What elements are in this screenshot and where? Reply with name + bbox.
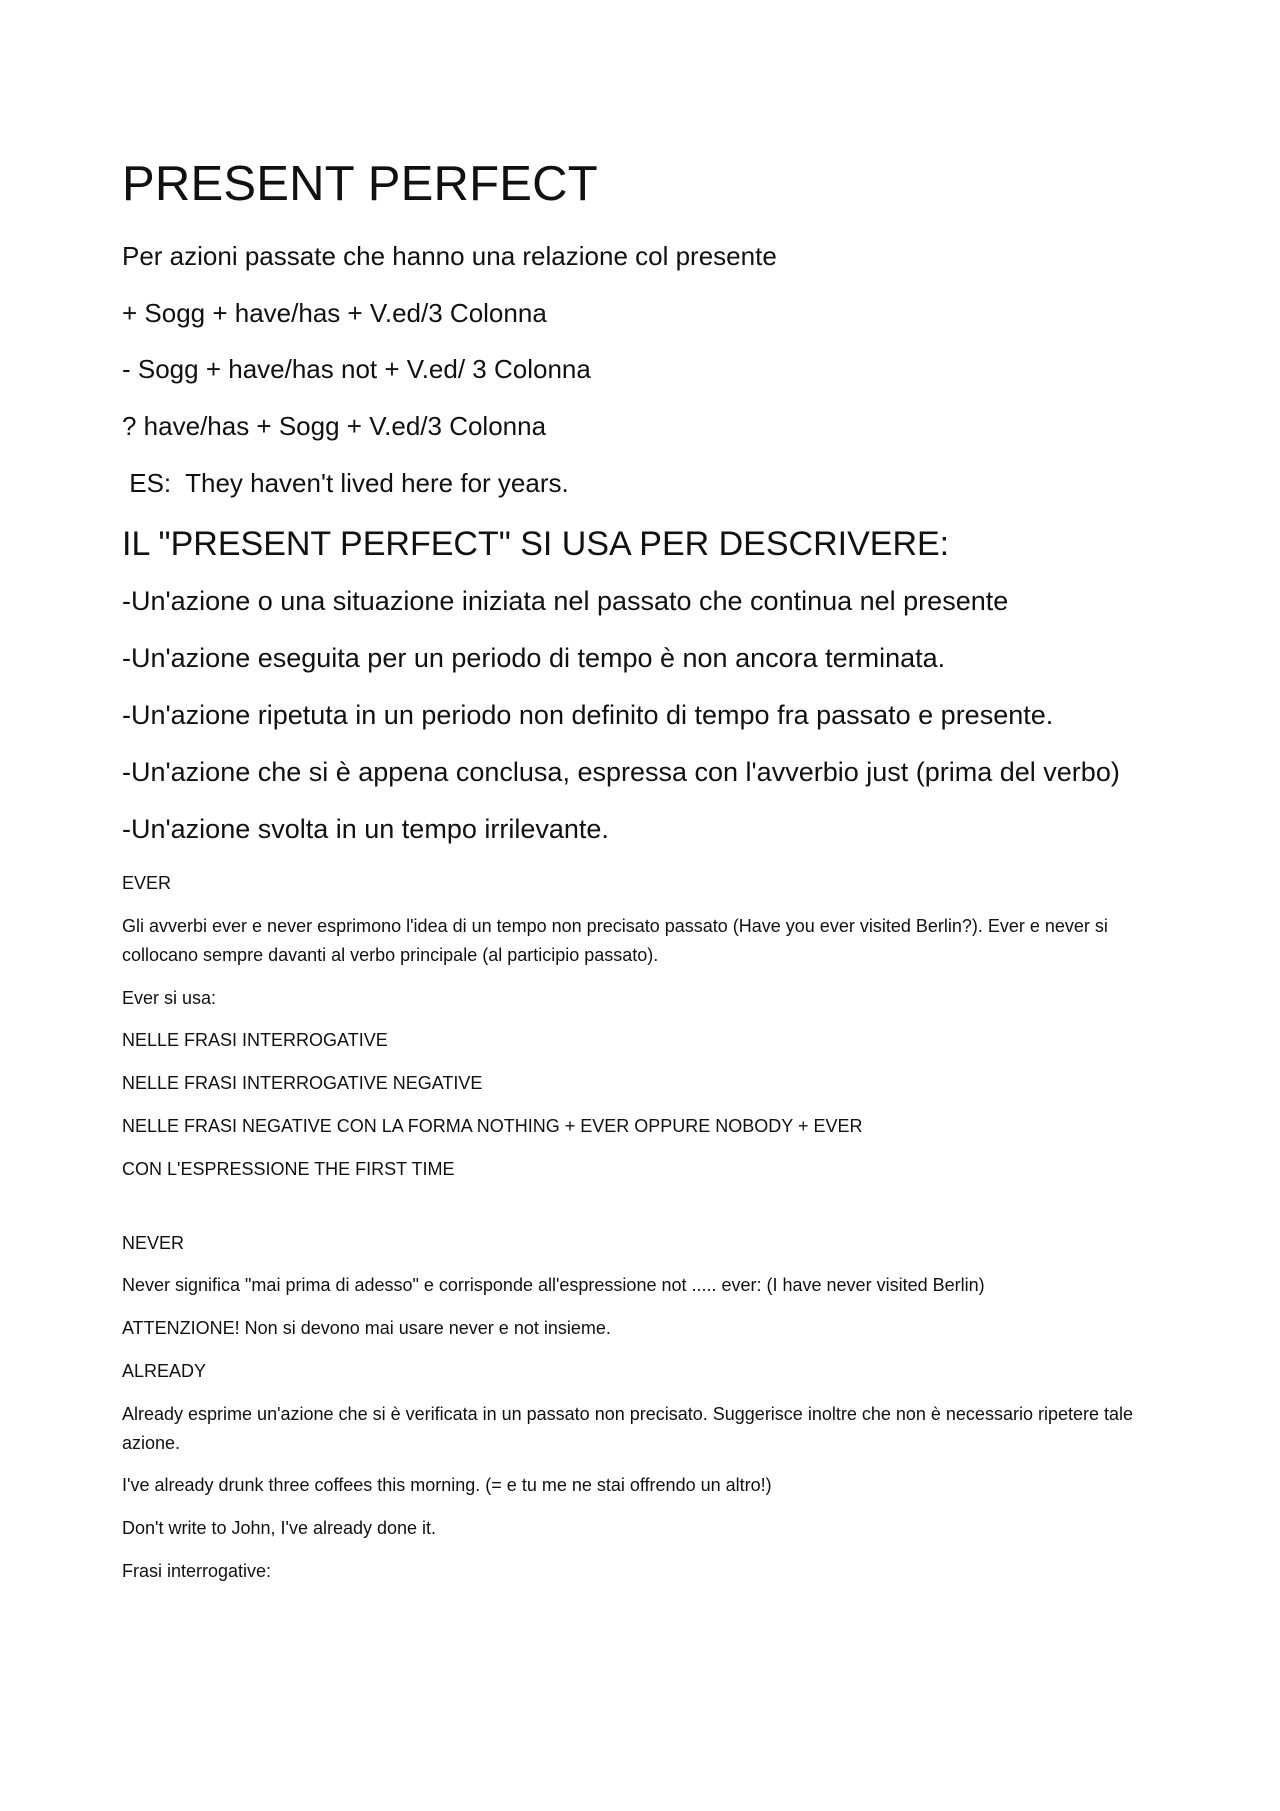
ever-description: Gli avverbi ever e never esprimono l'idea di un tempo non precisato passato (Have you ever visited Berlin?). Ever e never si collocano sempre davanti al verbo principale (al participio passato). — [122, 915, 1108, 965]
ever-usage-intro: Ever si usa: — [122, 987, 217, 1008]
never-warning: ATTENZIONE! Non si devono mai usare never e not insieme. — [122, 1318, 611, 1339]
document-content — [122, 158, 1162, 1600]
never-description: Never significa "mai prima di adesso" e corrisponde all'espressione not ..... ever: (I have never visited Berlin) — [122, 1275, 985, 1296]
form-affirmative: + Sogg + have/has + V.ed/3 Colonna — [122, 297, 547, 328]
already-description: Already esprime un'azione che si è verificata in un passato non precisato. Suggerisce inoltre che non è necessario ripetere tale azione. — [122, 1403, 1134, 1453]
paragraph-spacer — [122, 1198, 1162, 1229]
usage-item: -Un'azione o una situazione iniziata nel passato che continua nel presente — [122, 585, 1009, 616]
already-heading: ALREADY — [122, 1360, 207, 1381]
already-questions-label: Frasi interrogative: — [122, 1560, 272, 1581]
usage-heading: IL "PRESENT PERFECT" SI USA PER DESCRIVERE: — [122, 524, 950, 563]
usage-item: -Un'azione svolta in un tempo irrilevante. — [122, 814, 609, 845]
usage-item: -Un'azione ripetuta in un periodo non definito di tempo fra passato e presente. — [122, 699, 1054, 730]
ever-case: NELLE FRASI INTERROGATIVE NEGATIVE — [122, 1073, 483, 1094]
usage-item: -Un'azione eseguita per un periodo di tempo è non ancora terminata. — [122, 642, 946, 673]
example-sentence: ES: They haven't lived here for years. — [122, 468, 569, 499]
page-title: PRESENT PERFECT — [122, 157, 598, 211]
ever-case: CON L'ESPRESSIONE THE FIRST TIME — [122, 1158, 455, 1179]
form-interrogative: ? have/has + Sogg + V.ed/3 Colonna — [122, 411, 547, 442]
already-example: Don't write to John, I've already done it. — [122, 1518, 437, 1539]
intro-text: Per azioni passate che hanno una relazione col presente — [122, 240, 777, 271]
usage-item: -Un'azione che si è appena conclusa, espressa con l'avverbio just (prima del verbo) — [122, 756, 1120, 787]
ever-case: NELLE FRASI NEGATIVE CON LA FORMA NOTHING + EVER OPPURE NOBODY + EVER — [122, 1115, 863, 1136]
already-example: I've already drunk three coffees this morning. (= e tu me ne stai offrendo un altro!) — [122, 1475, 772, 1496]
ever-heading: EVER — [122, 873, 172, 894]
form-negative: - Sogg + have/has not + V.ed/ 3 Colonna — [122, 354, 591, 385]
ever-case: NELLE FRASI INTERROGATIVE — [122, 1030, 388, 1051]
never-heading: NEVER — [122, 1232, 185, 1253]
